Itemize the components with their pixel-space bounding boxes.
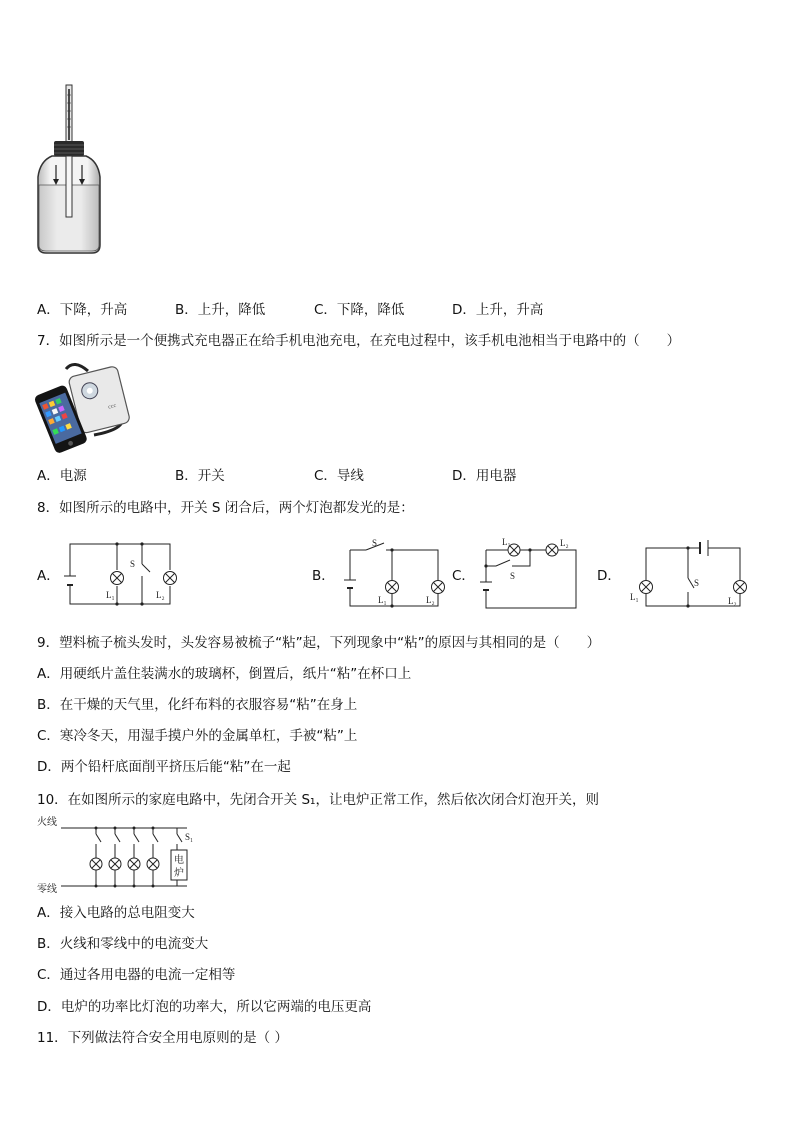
circuit-c	[474, 536, 582, 612]
q10-option-b[interactable]: B．火线和零线中的电流变大	[37, 936, 209, 952]
q6-option-c[interactable]: C．下降，降低	[314, 302, 405, 318]
label-s: S	[372, 538, 378, 548]
label-furnace-1: 电	[174, 855, 184, 866]
q11-stem: 11．下列做法符合安全用电原则的是（ ）	[37, 1030, 288, 1046]
q6-option-b[interactable]: B．上升，降低	[175, 302, 266, 318]
label-l1: L₁	[630, 592, 639, 602]
q9-option-c[interactable]: C．寒冷冬天，用湿手摸户外的金属单杠，手被“粘”上	[37, 728, 358, 744]
q7-option-a[interactable]: A．电源	[37, 468, 87, 484]
label-furnace-2: 炉	[174, 868, 184, 879]
label-l2: L₂	[560, 538, 569, 548]
circuit-a	[62, 540, 182, 608]
bottle-tube-figure	[30, 85, 110, 260]
q8-option-a[interactable]: A．	[37, 568, 60, 584]
q9-option-a[interactable]: A．用硬纸片盖住装满水的玻璃杯，倒置后，纸片“粘”在杯口上	[37, 666, 412, 682]
label-s1: S₁	[185, 832, 194, 842]
label-s: S	[694, 578, 700, 588]
label-l2: L₂	[156, 590, 165, 600]
label-s: S	[130, 559, 136, 569]
q7-option-d[interactable]: D．用电器	[452, 468, 517, 484]
q7-option-b[interactable]: B．开关	[175, 468, 225, 484]
q10-option-a[interactable]: A．接入电路的总电阻变大	[37, 905, 195, 921]
q9-stem: 9．塑料梳子梳头发时，头发容易被梳子“粘”起，下列现象中“粘”的原因与其相同的是（ ）	[37, 635, 601, 651]
q9-option-d[interactable]: D．两个铅杆底面削平挤压后能“粘”在一起	[37, 759, 291, 775]
q10-option-d[interactable]: D．电炉的功率比灯泡的功率大，所以它两端的电压更高	[37, 999, 372, 1015]
label-l1: L₁	[502, 537, 511, 547]
q9-option-b[interactable]: B．在干燥的天气里，化纤布料的衣服容易“粘”在身上	[37, 697, 358, 713]
label-live-wire: 火线	[37, 817, 57, 828]
q7-option-c[interactable]: C．导线	[314, 468, 364, 484]
circuit-d	[628, 540, 752, 608]
q10-option-c[interactable]: C．通过各用电器的电流一定相等	[37, 967, 236, 983]
q8-option-c[interactable]: C．	[452, 568, 475, 584]
q8-stem: 8．如图所示的电路中，开关 S 闭合后，两个灯泡都发光的是：	[37, 500, 414, 516]
q6-option-a[interactable]: A．下降，升高	[37, 302, 128, 318]
household-circuit-figure	[37, 814, 202, 896]
q6-option-d[interactable]: D．上升，升高	[452, 302, 544, 318]
q8-option-d[interactable]: D．	[597, 568, 621, 584]
q7-stem: 7．如图所示是一个便携式充电器正在给手机电池充电，在充电过程中，该手机电池相当于电路中的（ ）	[37, 333, 681, 349]
label-l1: L₁	[378, 595, 387, 605]
label-l2: L₂	[426, 595, 435, 605]
q8-option-b[interactable]: B．	[312, 568, 335, 584]
label-neutral-wire: 零线	[37, 884, 57, 895]
label-s: S	[510, 571, 516, 581]
phone-charger-figure	[36, 357, 131, 452]
label-l1: L₁	[106, 590, 115, 600]
q10-stem: 10．在如图所示的家庭电路中，先闭合开关 S₁，让电炉正常工作，然后依次闭合灯泡开关，则	[37, 792, 599, 808]
circuit-b	[338, 538, 450, 610]
svg-text:ccc: ccc	[107, 402, 117, 411]
label-l2: L₂	[728, 596, 737, 606]
